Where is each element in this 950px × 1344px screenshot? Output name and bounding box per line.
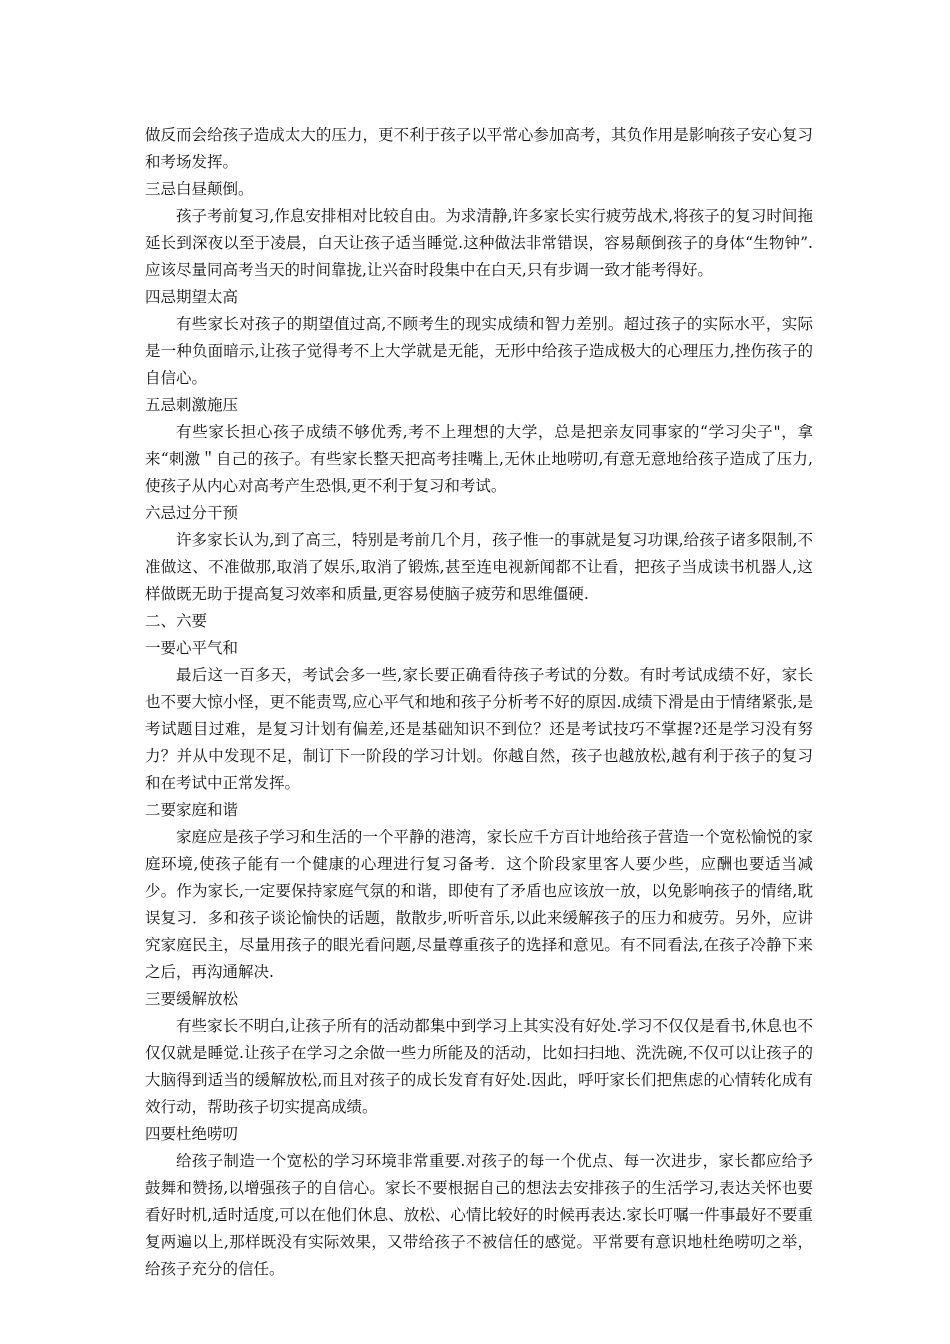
section-heading-six-avoid-interference: 六忌过分干预: [145, 504, 239, 522]
section-heading-family-harmony: 二要家庭和谐: [145, 801, 239, 819]
paragraph: 许多家长认为,到了高三，特别是考前几个月，孩子惟一的事就是复习功课,给孩子诸多限制,不准做这、不准做那,取消了娱乐,取消了锻炼,甚至连电视新闻都不让看，把孩子当成读书机器人,这样做既无助于提高复习效率和质量,更容易使脑子疲劳和思维僵硬.: [145, 531, 813, 603]
document-body: [145, 122, 813, 1283]
paragraph: 有些家长对孩子的期望值过高,不顾考生的现实成绩和智力差别。超过孩子的实际水平，实际是一种负面暗示,让孩子觉得考不上大学就是无能，无形中给孩子造成极大的心理压力,挫伤孩子的自信心。: [145, 315, 813, 387]
paragraph: 最后这一百多天，考试会多一些,家长要正确看待孩子考试的分数。有时考试成绩不好，家长也不要大惊小怪，更不能责骂,应心平气和地和孩子分析考不好的原因.成绩下滑是由于情绪紧张,是考试题目过难，是复习计划有偏差,还是基础知识不到位？还是考试技巧不掌握?还是学习没有努力？并从中发现不足，制订下一阶段的学习计划。你越自然，孩子也越放松,越有利于孩子的复习和在考试中正常发挥。: [145, 666, 813, 792]
section-heading-four-avoid-expectations: 四忌期望太高: [145, 288, 239, 306]
section-heading-six-musts: 二、六要: [145, 612, 208, 630]
section-heading-five-avoid-pressure: 五忌刺激施压: [145, 396, 239, 414]
paragraph-continued: 做反而会给孩子造成太大的压力，更不利于孩子以平常心参加高考，其负作用是影响孩子安心复习和考场发挥。: [145, 126, 813, 171]
section-heading-three-avoid-day-night: 三忌白昼颠倒。: [145, 180, 254, 198]
paragraph: 孩子考前复习,作息安排相对比较自由。为求清静,许多家长实行疲劳战术,将孩子的复习时间拖延长到深夜以至于凌晨，白天让孩子适当睡觉.这种做法非常错误，容易颠倒孩子的身体“生物钟”.应该尽量同高考当天的时间靠拢,让兴奋时段集中在白天,只有步调一致才能考得好。: [145, 207, 813, 279]
section-heading-no-nagging: 四要杜绝唠叨: [145, 1125, 239, 1143]
paragraph: 有些家长不明白,让孩子所有的活动都集中到学习上其实没有好处.学习不仅仅是看书,休息也不仅仅就是睡觉.让孩子在学习之余做一些力所能及的活动，比如扫扫地、洗洗碗,不仅可以让孩子的大脑得到适当的缓解放松,而且对孩子的成长发育有好处.因此，呼吁家长们把焦虑的心情转化成有效行动，帮助孩子切实提高成绩。: [145, 1017, 813, 1116]
paragraph: 有些家长担心孩子成绩不够优秀,考不上理想的大学，总是把亲友同事家的“学习尖子"，拿来“刺激＂自己的孩子。有些家长整天把高考挂嘴上,无休止地唠叨,有意无意地给孩子造成了压力,使孩子从内心对高考产生恐惧,更不利于复习和考试。: [145, 423, 813, 495]
section-heading-calm: 一要心平气和: [145, 639, 239, 657]
section-heading-relax: 三要缓解放松: [145, 990, 239, 1008]
paragraph: 家庭应是孩子学习和生活的一个平静的港湾，家长应千方百计地给孩子营造一个宽松愉悦的家庭环境,使孩子能有一个健康的心理进行复习备考．这个阶段家里客人要少些，应酬也要适当减少。作为家长,一定要保持家庭气氛的和谐，即使有了矛盾也应该放一放，以免影响孩子的情绪,耽误复习．多和孩子谈论愉快的话题，散散步,听听音乐,以此来缓解孩子的压力和疲劳。另外，应讲究家庭民主，尽量用孩子的眼光看问题,尽量尊重孩子的选择和意见。有不同看法,在孩子冷静下来之后，再沟通解决.: [145, 828, 813, 981]
paragraph: 给孩子制造一个宽松的学习环境非常重要.对孩子的每一个优点、每一次进步，家长都应给予鼓舞和赞扬,以增强孩子的自信心。家长不要根据自己的想法去安排孩子的生活学习,表达关怀也要看好时机,适时适度,可以在他们休息、放松、心情比较好的时候再表达.家长叮嘱一件事最好不要重复两遍以上,那样既没有实际效果，又带给孩子不被信任的感觉。平常要有意识地杜绝唠叨之举，给孩子充分的信任。: [145, 1152, 813, 1278]
